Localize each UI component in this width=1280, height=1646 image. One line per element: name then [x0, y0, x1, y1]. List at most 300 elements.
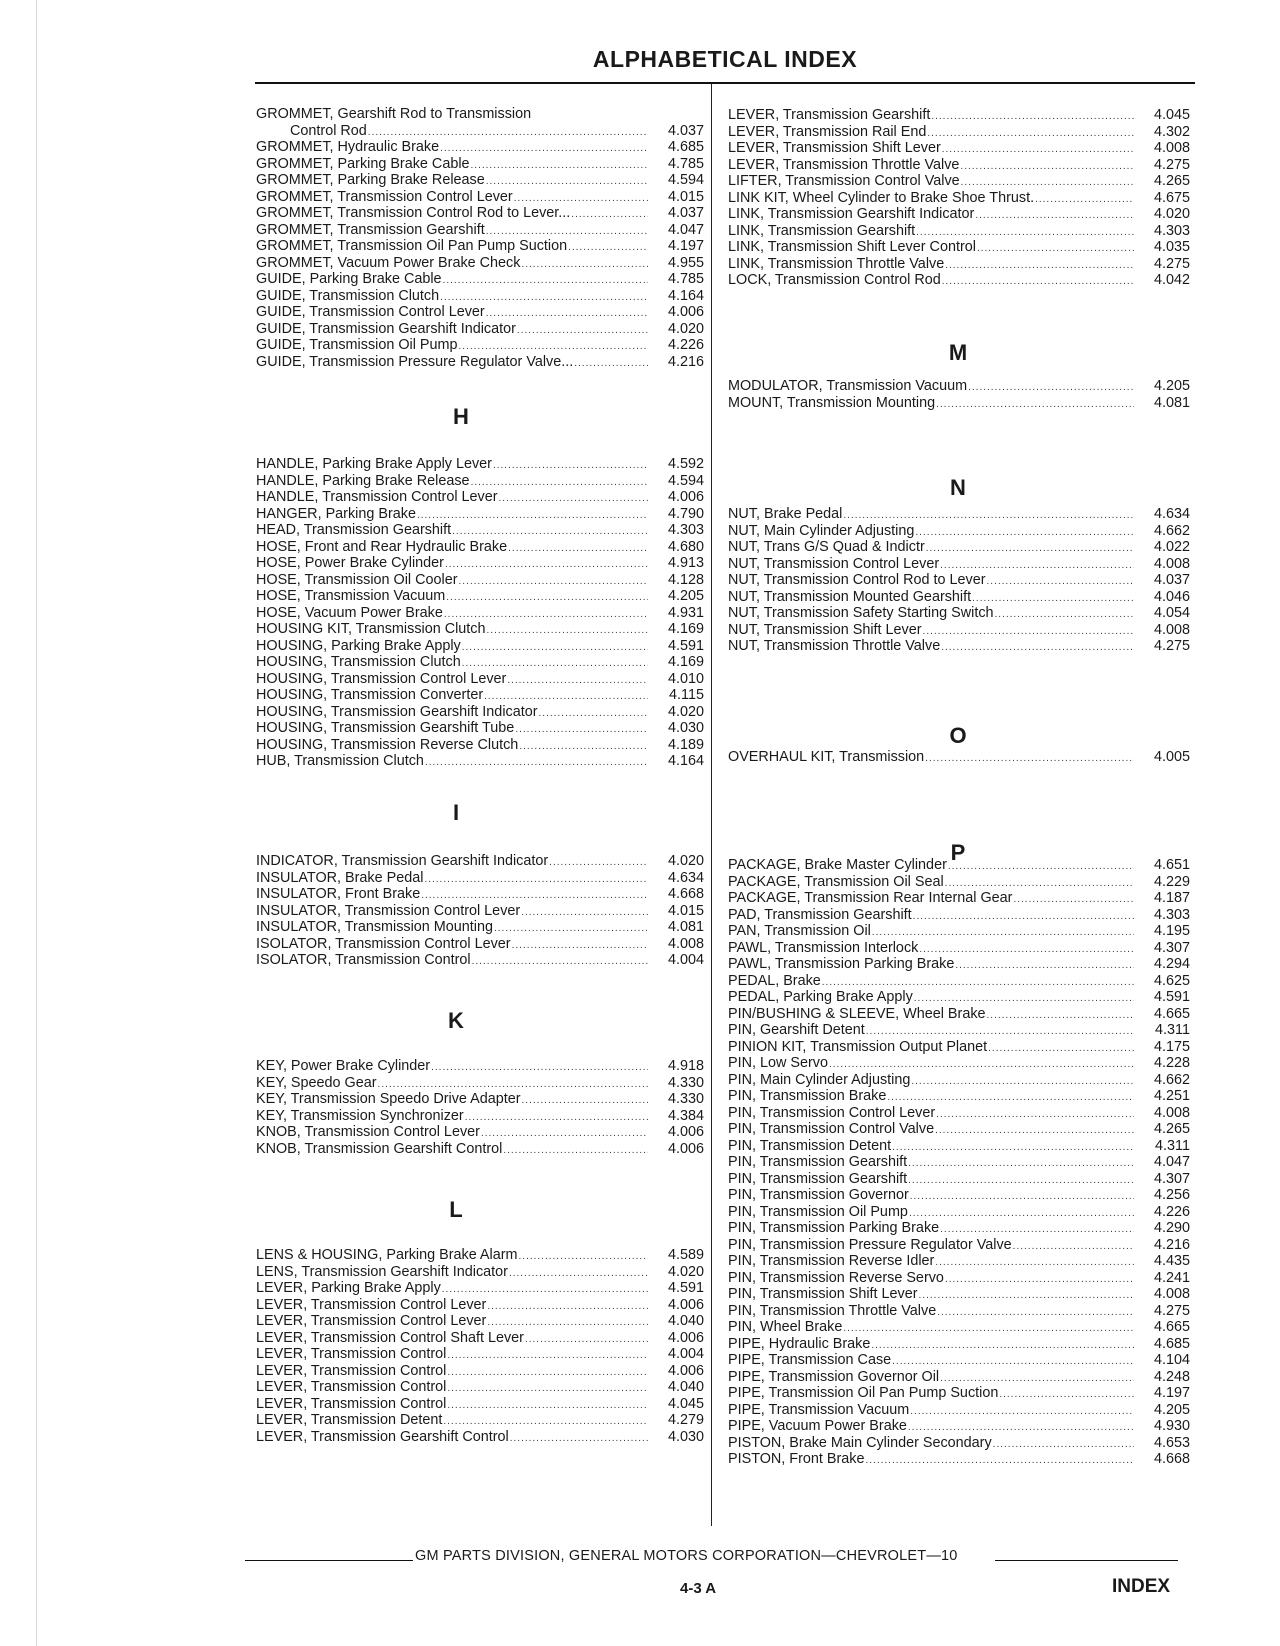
index-entry	[728, 605, 1190, 622]
dot-leader	[913, 908, 1134, 925]
index-entry	[728, 107, 1190, 124]
index-entry	[256, 1396, 704, 1413]
index-entry	[256, 1313, 704, 1330]
entry-page-number: 4.662	[1153, 1071, 1190, 1088]
entry-term: KEY, Power Brake Cylinder	[256, 1058, 431, 1074]
index-entry	[256, 903, 704, 920]
entry-term: LINK, Transmission Gearshift	[728, 222, 916, 239]
entry-term: LEVER, Transmission Control Shaft Lever	[256, 1329, 524, 1346]
entry-page-number: 4.918	[667, 1058, 704, 1074]
entry-term: LINK, Transmission Gearshift Indicator	[728, 206, 975, 222]
dot-leader	[519, 1248, 648, 1265]
entry-term: LINK KIT, Wheel Cylinder to Brake Shoe Thrust.	[728, 189, 1035, 206]
entry-page-number: 4.008	[1153, 1286, 1190, 1302]
entry-term: HOUSING, Parking Brake Apply	[256, 637, 461, 654]
entry-term: HOUSING, Transmission Gearshift Indicator	[256, 703, 538, 720]
dot-leader	[510, 1430, 648, 1447]
dot-leader	[940, 1221, 1134, 1238]
dot-leader	[822, 974, 1134, 991]
index-entry	[256, 753, 704, 770]
dot-leader	[940, 557, 1134, 574]
index-entry	[256, 1247, 704, 1264]
entry-page-number: 4.006	[667, 1296, 704, 1313]
index-entry	[256, 1297, 704, 1314]
dot-leader	[447, 1347, 648, 1364]
entry-page-number: 4.042	[1153, 272, 1190, 288]
entry-term: PIN, Transmission Pressure Regulator Valve	[728, 1236, 1012, 1253]
entry-term: KEY, Transmission Synchronizer	[256, 1107, 464, 1124]
entry-term: GROMMET, Parking Brake Cable	[256, 155, 470, 172]
index-entry	[728, 256, 1190, 273]
footer-rule-left	[245, 1560, 413, 1561]
dot-leader	[892, 1353, 1134, 1370]
index-entry	[256, 572, 704, 589]
entry-page-number: 4.785	[667, 155, 704, 172]
index-entry	[256, 1141, 704, 1158]
entry-term: KEY, Speedo Gear	[256, 1074, 377, 1091]
dot-leader	[935, 1122, 1134, 1139]
dot-leader	[549, 854, 648, 871]
index-entry	[256, 555, 704, 572]
entry-page-number: 4.164	[667, 287, 704, 304]
entry-page-number: 4.302	[1153, 123, 1190, 140]
dot-leader	[1013, 1238, 1134, 1255]
index-entry	[256, 605, 704, 622]
entry-page-number: 4.913	[667, 555, 704, 571]
entry-page-number: 4.004	[667, 952, 704, 968]
entry-page-number: 4.008	[1153, 621, 1190, 638]
index-entry	[728, 378, 1190, 395]
dot-leader	[1035, 191, 1134, 208]
dot-leader	[472, 953, 648, 970]
dot-leader	[509, 1265, 648, 1282]
entry-term: PACKAGE, Transmission Oil Seal	[728, 873, 944, 890]
footer-section-label: INDEX	[1112, 1576, 1171, 1597]
dot-leader	[975, 207, 1134, 224]
entry-term: NUT, Trans G/S Quad & Indictr	[728, 539, 925, 555]
index-entry	[728, 874, 1190, 891]
dot-leader	[493, 457, 648, 474]
dot-leader	[452, 523, 648, 540]
dot-leader	[440, 140, 648, 157]
entry-term: LENS & HOUSING, Parking Brake Alarm	[256, 1247, 518, 1263]
dot-leader	[972, 590, 1134, 607]
entry-term: MODULATOR, Transmission Vacuum	[728, 378, 968, 394]
entry-page-number: 4.930	[1153, 1418, 1190, 1434]
entry-term: INDICATOR, Transmission Gearshift Indicator	[256, 853, 549, 869]
dot-leader	[481, 1125, 648, 1142]
entry-page-number: 4.265	[1153, 173, 1190, 189]
entry-page-number: 4.205	[1153, 1401, 1190, 1418]
entry-page-number: 4.591	[1153, 989, 1190, 1005]
dot-leader	[987, 573, 1134, 590]
entry-page-number: 4.006	[667, 1329, 704, 1346]
entry-term: LEVER, Transmission Rail End	[728, 123, 927, 140]
index-entry	[728, 1270, 1190, 1287]
entry-term: PIN, Wheel Brake	[728, 1319, 843, 1335]
entry-page-number: 4.169	[667, 621, 704, 637]
entry-term: LEVER, Transmission Gearshift Control	[256, 1428, 509, 1445]
entry-term: LEVER, Transmission Control	[256, 1379, 447, 1395]
index-entry	[256, 354, 704, 371]
index-entry	[728, 1171, 1190, 1188]
index-entry	[256, 321, 704, 338]
dot-leader	[923, 623, 1134, 640]
dot-leader	[465, 1109, 648, 1126]
entry-term: PAWL, Transmission Interlock	[728, 939, 919, 956]
entry-term: HANGER, Parking Brake	[256, 505, 416, 522]
index-entry	[728, 239, 1190, 256]
index-entry	[256, 1330, 704, 1347]
entry-page-number: 4.006	[667, 489, 704, 505]
entry-page-number: 4.591	[667, 637, 704, 654]
index-entry	[256, 919, 704, 936]
entry-page-number: 4.591	[667, 1280, 704, 1296]
entry-term: PIN, Transmission Reverse Idler	[728, 1253, 935, 1269]
entry-term: KNOB, Transmission Gearshift Control	[256, 1140, 503, 1157]
dot-leader	[968, 379, 1134, 396]
dot-leader	[988, 1040, 1134, 1057]
section-header-k: K	[448, 1008, 464, 1033]
dot-leader	[960, 158, 1134, 175]
entry-page-number: 4.035	[1153, 239, 1190, 255]
dot-leader	[519, 738, 648, 755]
dot-leader	[507, 672, 648, 689]
entry-page-number: 4.303	[1153, 222, 1190, 239]
entry-term: PIPE, Transmission Governor Oil	[728, 1368, 940, 1385]
index-entry	[728, 173, 1190, 190]
index-entry	[728, 140, 1190, 157]
dot-leader	[961, 174, 1134, 191]
entry-page-number: 4.275	[1153, 638, 1190, 654]
entry-page-number: 4.006	[667, 1124, 704, 1140]
index-entry	[728, 1220, 1190, 1237]
entry-term: PIN, Transmission Gearshift	[728, 1170, 908, 1187]
index-entry	[728, 1105, 1190, 1122]
section-header-m: M	[948, 340, 968, 365]
entry-term: PIPE, Transmission Case	[728, 1352, 892, 1368]
index-entry	[256, 1058, 704, 1075]
dot-leader	[486, 305, 648, 322]
index-entry	[256, 1280, 704, 1297]
entry-page-number: 4.175	[1153, 1038, 1190, 1055]
index-entry	[728, 1303, 1190, 1320]
entry-page-number: 4.020	[667, 703, 704, 720]
index-entry	[256, 1264, 704, 1281]
dot-leader	[866, 1023, 1134, 1040]
entry-page-number: 4.790	[667, 505, 704, 522]
dot-leader	[977, 240, 1134, 257]
entry-page-number: 4.081	[1153, 394, 1190, 411]
entry-page-number: 4.037	[1153, 572, 1190, 588]
dot-leader	[484, 688, 648, 705]
entry-term: HOUSING, Transmission Control Lever	[256, 670, 507, 687]
entry-term: GUIDE, Transmission Control Lever	[256, 304, 485, 320]
entry-page-number: 4.015	[667, 188, 704, 205]
entry-page-number: 4.030	[667, 720, 704, 736]
dot-leader	[521, 256, 648, 273]
entry-term: PEDAL, Parking Brake Apply	[728, 989, 913, 1005]
entry-term: PISTON, Front Brake	[728, 1451, 865, 1467]
entry-page-number: 4.275	[1153, 1302, 1190, 1319]
entry-page-number: 4.675	[1153, 189, 1190, 206]
entry-page-number: 4.197	[1153, 1385, 1190, 1401]
dot-leader	[574, 355, 648, 372]
index-entry	[256, 1075, 704, 1092]
entry-term: LEVER, Transmission Control	[256, 1362, 447, 1379]
dot-leader	[919, 1287, 1134, 1304]
page-title: ALPHABETICAL INDEX	[592, 46, 858, 72]
entry-term: INSULATOR, Front Brake	[256, 886, 421, 902]
index-entry	[256, 255, 704, 272]
index-entry	[728, 940, 1190, 957]
entry-page-number: 4.251	[1153, 1088, 1190, 1104]
entry-term: HOSE, Vacuum Power Brake	[256, 604, 443, 621]
entry-term: GROMMET, Transmission Control Rod to Lever...	[256, 205, 571, 221]
entry-page-number: 4.022	[1153, 539, 1190, 555]
dot-leader	[378, 1076, 648, 1093]
dot-leader	[517, 322, 648, 339]
index-entry	[256, 189, 704, 206]
index-entry	[256, 853, 704, 870]
dot-leader	[955, 957, 1134, 974]
section-header-i: I	[452, 800, 460, 825]
dot-leader	[948, 858, 1134, 875]
dot-leader	[486, 173, 648, 190]
entry-page-number: 4.307	[1153, 1170, 1190, 1187]
entry-term: PIN, Transmission Throttle Valve	[728, 1302, 937, 1319]
entry-page-number: 4.384	[667, 1107, 704, 1124]
entry-page-number: 4.685	[1153, 1335, 1190, 1352]
index-entry	[256, 1091, 704, 1108]
entry-term: LEVER, Transmission Detent	[256, 1412, 443, 1428]
entry-page-number: 4.205	[1153, 378, 1190, 394]
index-entry	[728, 589, 1190, 606]
dot-leader	[945, 257, 1134, 274]
index-entry	[256, 588, 704, 605]
dot-leader	[514, 190, 648, 207]
entry-term: NUT, Transmission Mounted Gearshift	[728, 588, 972, 605]
index-entry	[256, 1346, 704, 1363]
footer-page-number: 4-3 A	[680, 1580, 717, 1597]
index-entry	[256, 522, 704, 539]
entry-page-number: 4.216	[667, 353, 704, 370]
dot-leader	[941, 639, 1134, 656]
index-entry	[728, 1286, 1190, 1303]
entry-term: HOSE, Transmission Oil Cooler	[256, 571, 458, 588]
entry-term: HUB, Transmission Clutch	[256, 753, 424, 769]
index-entry	[728, 890, 1190, 907]
dot-leader	[908, 1155, 1134, 1172]
dot-leader	[936, 396, 1134, 413]
index-entry	[728, 1154, 1190, 1171]
index-entry	[728, 907, 1190, 924]
index-entry	[256, 506, 704, 523]
entry-page-number: 4.307	[1153, 939, 1190, 956]
dot-leader	[487, 1314, 648, 1331]
entry-term: HOSE, Power Brake Cylinder	[256, 555, 444, 571]
dot-leader	[911, 1073, 1134, 1090]
entry-term: GUIDE, Transmission Clutch	[256, 287, 440, 304]
entry-term: LINK, Transmission Throttle Valve	[728, 255, 945, 272]
entry-page-number: 4.303	[1153, 906, 1190, 923]
index-entry	[728, 1088, 1190, 1105]
entry-page-number: 4.187	[1153, 890, 1190, 906]
index-entry	[728, 1187, 1190, 1204]
entry-term: PIN, Transmission Governor	[728, 1187, 909, 1203]
dot-leader	[892, 1139, 1134, 1156]
dot-leader	[487, 622, 648, 639]
entry-page-number: 4.047	[667, 221, 704, 238]
entry-term: GROMMET, Parking Brake Release	[256, 172, 485, 188]
dot-leader	[908, 1419, 1134, 1436]
entry-page-number: 4.008	[667, 935, 704, 952]
index-entry	[256, 687, 704, 704]
entry-term: PIN, Low Servo	[728, 1055, 828, 1071]
entry-page-number: 4.330	[667, 1091, 704, 1107]
entry-term: NUT, Transmission Control Rod to Lever	[728, 572, 986, 588]
dot-leader	[459, 338, 648, 355]
entry-term: PIN, Transmission Gearshift	[728, 1154, 908, 1170]
index-entry	[256, 106, 704, 123]
index-entry	[728, 1237, 1190, 1254]
entry-page-number: 4.303	[667, 522, 704, 538]
index-entry	[256, 1108, 704, 1125]
dot-leader	[937, 1304, 1134, 1321]
entry-page-number: 4.054	[1153, 605, 1190, 621]
index-entry	[728, 1121, 1190, 1138]
entry-page-number: 4.037	[667, 122, 704, 139]
entry-page-number: 4.634	[1153, 506, 1190, 522]
entry-term: PAN, Transmission Oil	[728, 923, 871, 939]
entry-page-number: 4.189	[667, 736, 704, 753]
index-entry	[728, 157, 1190, 174]
dot-leader	[987, 1007, 1134, 1024]
index-entry	[256, 123, 704, 140]
index-entry	[256, 621, 704, 638]
entry-term: GUIDE, Transmission Pressure Regulator Valve...	[256, 353, 574, 370]
index-entry	[728, 923, 1190, 940]
entry-term: Control Rod	[290, 122, 367, 139]
index-entry	[728, 124, 1190, 141]
entry-term: GROMMET, Gearshift Rod to Transmission	[256, 106, 532, 122]
index-entry	[256, 172, 704, 189]
entry-page-number: 4.931	[667, 604, 704, 621]
entry-page-number: 4.955	[667, 254, 704, 271]
dot-leader	[487, 1298, 648, 1315]
entry-term: LIFTER, Transmission Control Valve	[728, 173, 960, 189]
entry-page-number: 4.045	[667, 1395, 704, 1412]
entry-term: GUIDE, Transmission Oil Pump	[256, 337, 458, 353]
dot-leader	[424, 871, 648, 888]
entry-term: GROMMET, Hydraulic Brake	[256, 139, 440, 155]
entry-term: GROMMET, Transmission Control Lever	[256, 188, 513, 205]
footer-publisher: GM PARTS DIVISION, GENERAL MOTORS CORPORATION—CHEVROLET—10	[415, 1548, 958, 1564]
entry-page-number: 4.040	[667, 1379, 704, 1395]
entry-page-number: 4.006	[667, 304, 704, 320]
dot-leader	[926, 540, 1134, 557]
entry-term: LINK, Transmission Shift Lever Control	[728, 239, 976, 255]
entry-term: LEVER, Transmission Throttle Valve	[728, 156, 960, 173]
entry-page-number: 4.634	[667, 869, 704, 886]
dot-leader	[940, 1370, 1134, 1387]
index-entry	[728, 223, 1190, 240]
dot-leader	[935, 1254, 1134, 1271]
entry-page-number: 4.290	[1153, 1220, 1190, 1236]
entry-term: PINION KIT, Transmission Output Planet	[728, 1038, 988, 1055]
entry-page-number: 4.668	[1153, 1451, 1190, 1467]
dot-leader	[999, 1386, 1134, 1403]
dot-leader	[440, 289, 648, 306]
entry-term: PIPE, Transmission Vacuum	[728, 1401, 910, 1418]
dot-leader	[568, 239, 648, 256]
index-entry	[728, 1138, 1190, 1155]
index-entry	[728, 749, 1190, 766]
index-entry	[728, 272, 1190, 289]
index-entry	[728, 857, 1190, 874]
dot-leader	[942, 273, 1134, 290]
entry-term: PACKAGE, Transmission Rear Internal Gear	[728, 890, 1013, 906]
index-entry	[256, 952, 704, 969]
dot-leader	[442, 1281, 648, 1298]
entry-page-number: 4.115	[669, 687, 704, 703]
entry-term: PIN, Transmission Detent	[728, 1137, 892, 1154]
dot-leader	[459, 573, 648, 590]
index-entry	[728, 1369, 1190, 1386]
dot-leader	[931, 108, 1134, 125]
entry-term: HANDLE, Transmission Control Lever	[256, 489, 498, 505]
section-header-n: N	[950, 475, 966, 500]
index-entry	[256, 1429, 704, 1446]
entry-page-number: 4.785	[667, 271, 704, 287]
index-entry	[256, 489, 704, 506]
entry-page-number: 4.104	[1153, 1352, 1190, 1368]
entry-term: PIN, Transmission Control Lever	[728, 1104, 936, 1121]
entry-term: PIPE, Transmission Oil Pan Pump Suction	[728, 1385, 999, 1401]
dot-leader	[525, 1331, 648, 1348]
index-entry	[728, 1451, 1190, 1468]
entry-page-number: 4.680	[667, 538, 704, 555]
index-entry	[728, 1022, 1190, 1039]
entry-term: HOSE, Transmission Vacuum	[256, 588, 446, 604]
dot-leader	[993, 1436, 1134, 1453]
entry-term: ISOLATOR, Transmission Control	[256, 952, 471, 968]
index-entry	[256, 1363, 704, 1380]
dot-leader	[512, 937, 648, 954]
index-entry	[728, 1253, 1190, 1270]
dot-leader	[494, 920, 648, 937]
section-header-p: P	[950, 840, 966, 865]
column-divider	[711, 84, 712, 1526]
entry-page-number: 4.226	[1153, 1203, 1190, 1220]
dot-leader	[471, 157, 648, 174]
dot-leader	[508, 540, 648, 557]
entry-page-number: 4.081	[667, 919, 704, 935]
dot-leader	[486, 223, 648, 240]
entry-term: KEY, Transmission Speedo Drive Adapter	[256, 1091, 521, 1107]
dot-leader	[866, 1452, 1135, 1469]
entry-term: NUT, Transmission Control Lever	[728, 555, 940, 572]
dot-leader	[910, 1403, 1134, 1420]
entry-term: INSULATOR, Brake Pedal	[256, 869, 424, 886]
entry-page-number: 4.169	[667, 654, 704, 670]
dot-leader	[462, 639, 648, 656]
index-entry	[728, 1435, 1190, 1452]
index-entry	[728, 973, 1190, 990]
entry-term: HANDLE, Parking Brake Apply Lever	[256, 456, 492, 472]
entry-page-number: 4.020	[667, 1263, 704, 1280]
entry-page-number: 4.668	[667, 886, 704, 902]
